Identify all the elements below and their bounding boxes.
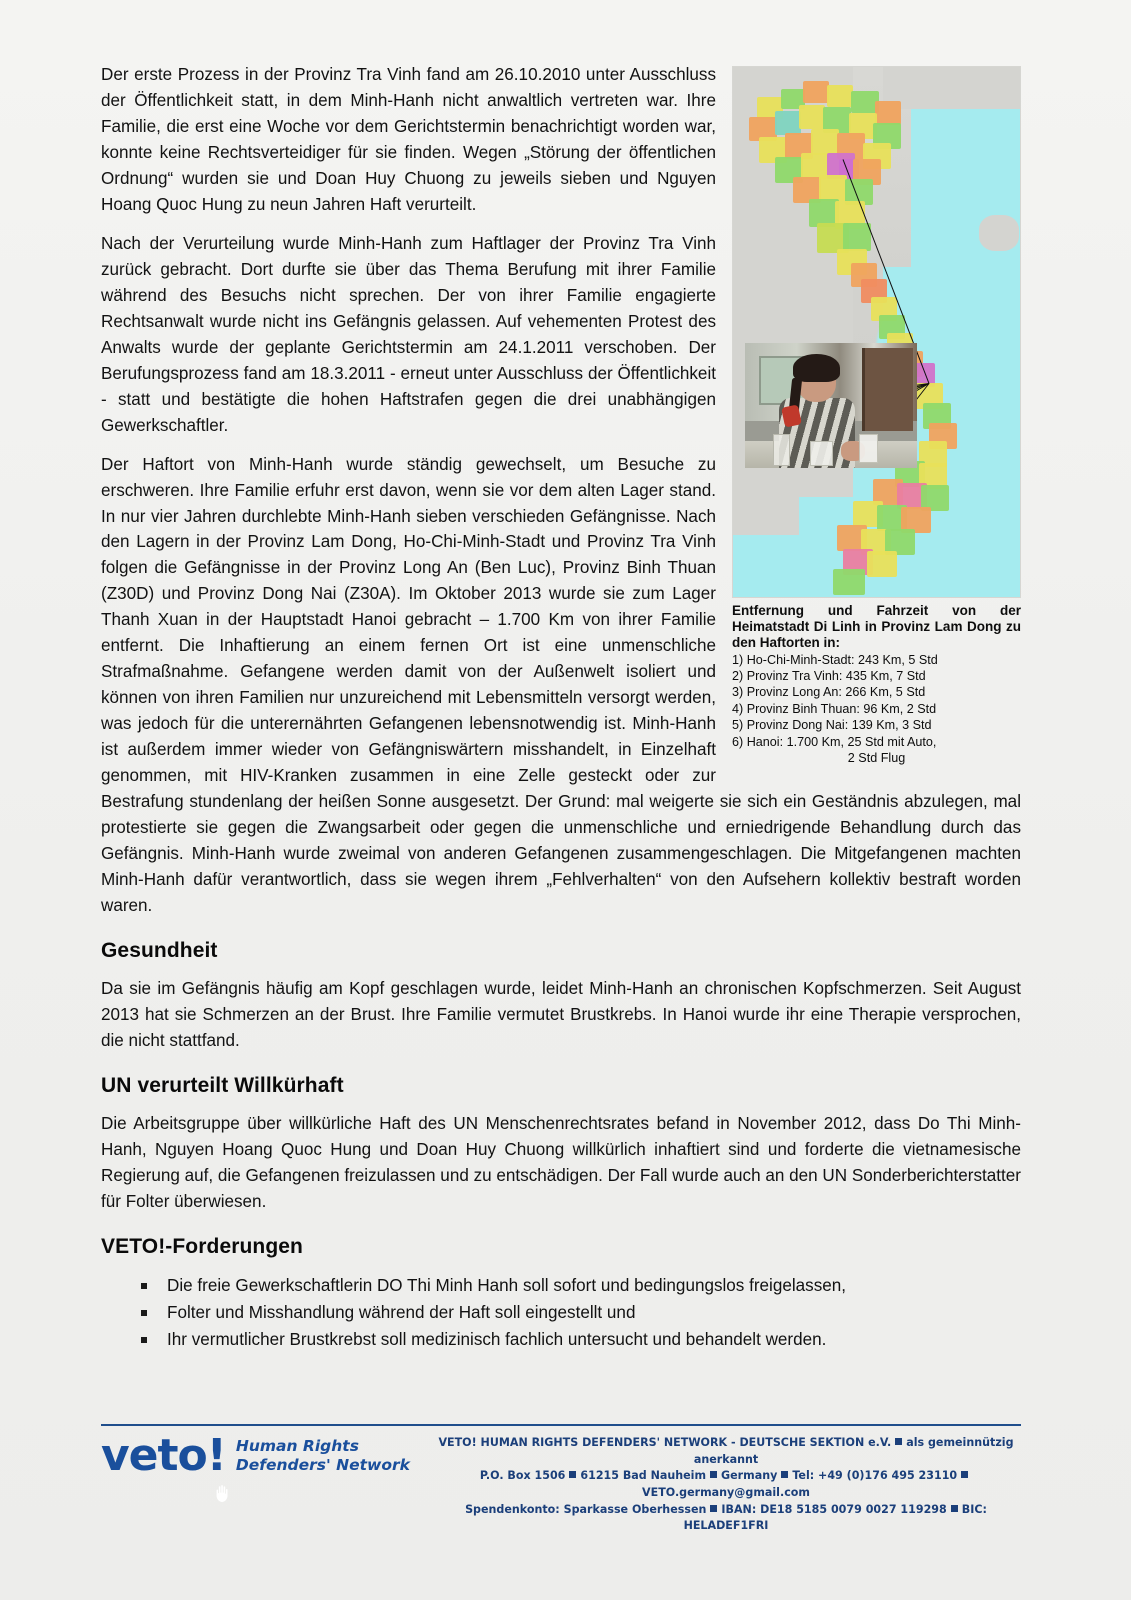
list-item: Folter und Misshandlung während der Haft soll eingestellt und [139, 1299, 1021, 1326]
map-land-hainan [979, 215, 1019, 251]
footer-line-bank [431, 1502, 1021, 1535]
footer-org-name: VETO! HUMAN RIGHTS DEFENDERS' NETWORK - DEUTSCHE SEKTION e.V. [438, 1436, 892, 1449]
paragraph-trial: Der erste Prozess in der Provinz Tra Vinh fand am 26.10.2010 unter Ausschluss der Öffentlichkeit statt, in dem Minh-Hanh nicht anwaltlich vertreten war. Ihre Familie, die erst eine Woche vor dem Gerichtstermin benachrichtigt worden war, konnte keine Rechtsverteidiger für sie finden. Wegen „Störung der öffentlichen Ordnung“ wurden sie und Doan Huy Chuong zu jeweils sieben und Nguyen Hoang Quoc Hung zu neun Jahren Haft verurteilt. [101, 65, 716, 214]
separator-square-icon [710, 1505, 717, 1512]
figure-caption-list [732, 652, 1021, 767]
logo-word-text: veto [101, 1430, 207, 1481]
map-province [867, 551, 897, 577]
footer-line-organization [431, 1435, 1021, 1468]
caption-item-text: 6) Hanoi: 1.700 Km, 25 Std mit Auto, [732, 734, 937, 749]
map-land-southwest [733, 465, 799, 535]
logo-tagline [236, 1437, 410, 1475]
logo-wordmark [101, 1430, 226, 1481]
map-province [843, 223, 871, 251]
logo-exclamation: ! [206, 1430, 226, 1481]
caption-item: 2) Provinz Tra Vinh: 435 Km, 7 Std [732, 669, 926, 684]
paragraph-gesundheit: Da sie im Gefängnis häufig am Kopf geschlagen wurde, leidet Minh-Hanh an chronischen Kopfschmerzen. Seit August 2013 hat sie Schmerzen an der Brust. Ihre Familie vermutet Brustkrebs. In Hanoi wurde ihr eine Therapie versprochen, die nicht stattfand. [101, 979, 1021, 1050]
map-province [833, 569, 865, 595]
paragraph-un-verurteilt: Die Arbeitsgruppe über willkürliche Haft des UN Menschenrechtsrates befand in November 2012, dass Do Thi Minh-Hanh, Nguyen Hoang Quoc Hung und Doan Huy Chuong willkürlich inhaftiert sind und forderte die vietnamesische Regierung auf, die Gefangenen freizulassen und zu entschädigen. Der Fall wurde auch an den UN Sonderberichterstatter für Folter überwiesen. [101, 1113, 1021, 1211]
heading-un-verurteilt: UN verurteilt Willkürhaft [101, 1073, 344, 1097]
footer-iban: IBAN: DE18 5185 0079 0027 119298 [721, 1502, 947, 1516]
photo-door [862, 348, 913, 431]
inset-photo-minh-hanh [745, 343, 917, 468]
map-province [811, 129, 839, 155]
map-province [875, 101, 901, 125]
separator-square-icon [951, 1505, 958, 1512]
logo-tagline-line1: Human Rights [235, 1436, 359, 1455]
paragraph-detention: Der Haftort von Minh-Hanh wurde ständig gewechselt, um Besuche zu erschweren. Ihre Familie erfuhr erst davon, wenn sie vor dem alten Lager stand. In nur vier Jahren durchlebte Minh-Hanh sieben verschieden Gefängnisse. Nach den Lagern in der Provinz Lam Dong, Ho-Chi-Minh-Stadt und Provinz Tra Vinh folgen die Gefängnisse in der Provinz Long An (Ben Luc), Provinz Binh Thuan (Z30D) und Provinz Dong Nai (Z30A). Im Oktober 2013 wurde sie zum Lager Thanh Xuan in der Hauptstadt Hanoi gebracht – 1.700 Km von ihrer Familie entfernt. Die Inhaftierung an einem fernen Ort ist eine unmenschliche Strafmaßnahme. Gefangene werden damit von der Außenwelt isoliert und können von ihren Familien nur unzureichend mit Lebensmitteln versorgt werden, was jedoch für die unterernährten Gefangenen lebensnotwendig ist. Minh-Hanh ist außerdem immer wieder von Gefängniswärtern misshandelt, in Einzelhaft genommen, mit HIV-Kranken zusammen in eine Zelle gesteckt oder zur Bestrafung stundenlang der heißen Sonne ausgesetzt. Der Grund: mal weigerte sie sich ein Geständnis abzulegen, mal protestierte sie gegen die Zwangsarbeit oder gegen die unmenschliche und erniedrigende Behandlung durch das Gefängnis. Minh-Hanh wurde zweimal von anderen Gefangenen zusammengeschlagen. Die Mitgefangenen machten Minh-Hanh dafür verantwortlich, dass sie wegen ihrem „Fehlverhalten“ von den Aufsehern kollektiv bestraft worden waren. [101, 454, 1021, 916]
caption-item-continuation: 2 Std Flug [847, 750, 906, 765]
demands-list [101, 1272, 1021, 1354]
map-province [803, 81, 829, 103]
figure-caption-heading: Entfernung und Fahrzeit von der Heimatstadt Di Linh in Provinz Lam Dong zu den Haftorten in: [732, 603, 1021, 650]
footer-divider [101, 1424, 1021, 1426]
separator-square-icon [710, 1471, 717, 1478]
map-province [827, 85, 853, 107]
heading-veto-forderungen: VETO!-Forderungen [101, 1234, 303, 1258]
separator-square-icon [895, 1438, 902, 1445]
footer-email[interactable]: VETO.germany@gmail.com [642, 1485, 810, 1499]
footer-contact-block [431, 1432, 1021, 1535]
heading-gesundheit: Gesundheit [101, 939, 218, 962]
caption-item: 4) Provinz Binh Thuan: 96 Km, 2 Std [732, 701, 937, 716]
article-content [101, 62, 1021, 1354]
photo-bottle [773, 434, 790, 466]
veto-logo [101, 1430, 431, 1481]
footer-phone: Tel: +49 (0)176 495 23110 [792, 1469, 958, 1483]
footer-org-status: als gemeinnützig anerkannt [693, 1436, 1014, 1466]
footer-city: 61215 Bad Nauheim [580, 1469, 707, 1483]
figure-map-with-caption [732, 66, 1021, 766]
caption-item: 3) Provinz Long An: 266 Km, 5 Std [732, 685, 926, 700]
vietnam-map-image [732, 66, 1021, 598]
photo-cup [810, 441, 833, 466]
map-province [775, 111, 801, 135]
footer-bank-account: Spendenkonto: Sparkasse Oberhessen [465, 1502, 707, 1516]
separator-square-icon [961, 1471, 968, 1478]
separator-square-icon [569, 1471, 576, 1478]
map-province [799, 105, 825, 129]
footer-bic: BIC: HELADEF1FRI [683, 1502, 987, 1533]
logo-tagline-line2: Defenders' Network [235, 1455, 410, 1474]
caption-item: 1) Ho-Chi-Minh-Stadt: 243 Km, 5 Std [732, 652, 938, 667]
caption-item: 5) Provinz Dong Nai: 139 Km, 3 Std [732, 718, 932, 733]
separator-square-icon [781, 1471, 788, 1478]
paragraph-appeal: Nach der Verurteilung wurde Minh-Hanh zum Haftlager der Provinz Tra Vinh zurück gebracht. Dort durfte sie über das Thema Berufung mit ihrer Familie während des Besuchs nicht sprechen. Der von ihrer Familie engagierte Rechtsanwalt wurde nicht ins Gefängnis gelassen. Auf vehementen Protest des Anwalts wurde der geplante Gerichtstermin am 24.1.2011 verschoben. Der Berufungsprozess fand am 18.3.2011 - erneut unter Ausschluss der Öffentlichkeit - statt und bestätigte die hohen Haftstrafen gegen die drei unabhängigen Gewerkschaftler. [101, 233, 716, 435]
hand-icon [212, 1482, 234, 1504]
map-land-northeast [883, 67, 1021, 109]
map-province [819, 175, 847, 201]
footer-line-address [431, 1468, 1021, 1501]
caption-item [732, 734, 1021, 767]
footer-po-box: P.O. Box 1506 [479, 1469, 566, 1483]
page-footer [101, 1424, 1021, 1535]
list-item: Die freie Gewerkschaftlerin DO Thi Minh Hanh soll sofort und bedingungslos freigelassen, [139, 1272, 1021, 1299]
footer-country: Germany [721, 1469, 778, 1483]
photo-glass [859, 434, 878, 464]
list-item: Ihr vermutlicher Brustkrebst soll medizinisch fachlich untersucht und behandelt werden. [139, 1326, 1021, 1353]
